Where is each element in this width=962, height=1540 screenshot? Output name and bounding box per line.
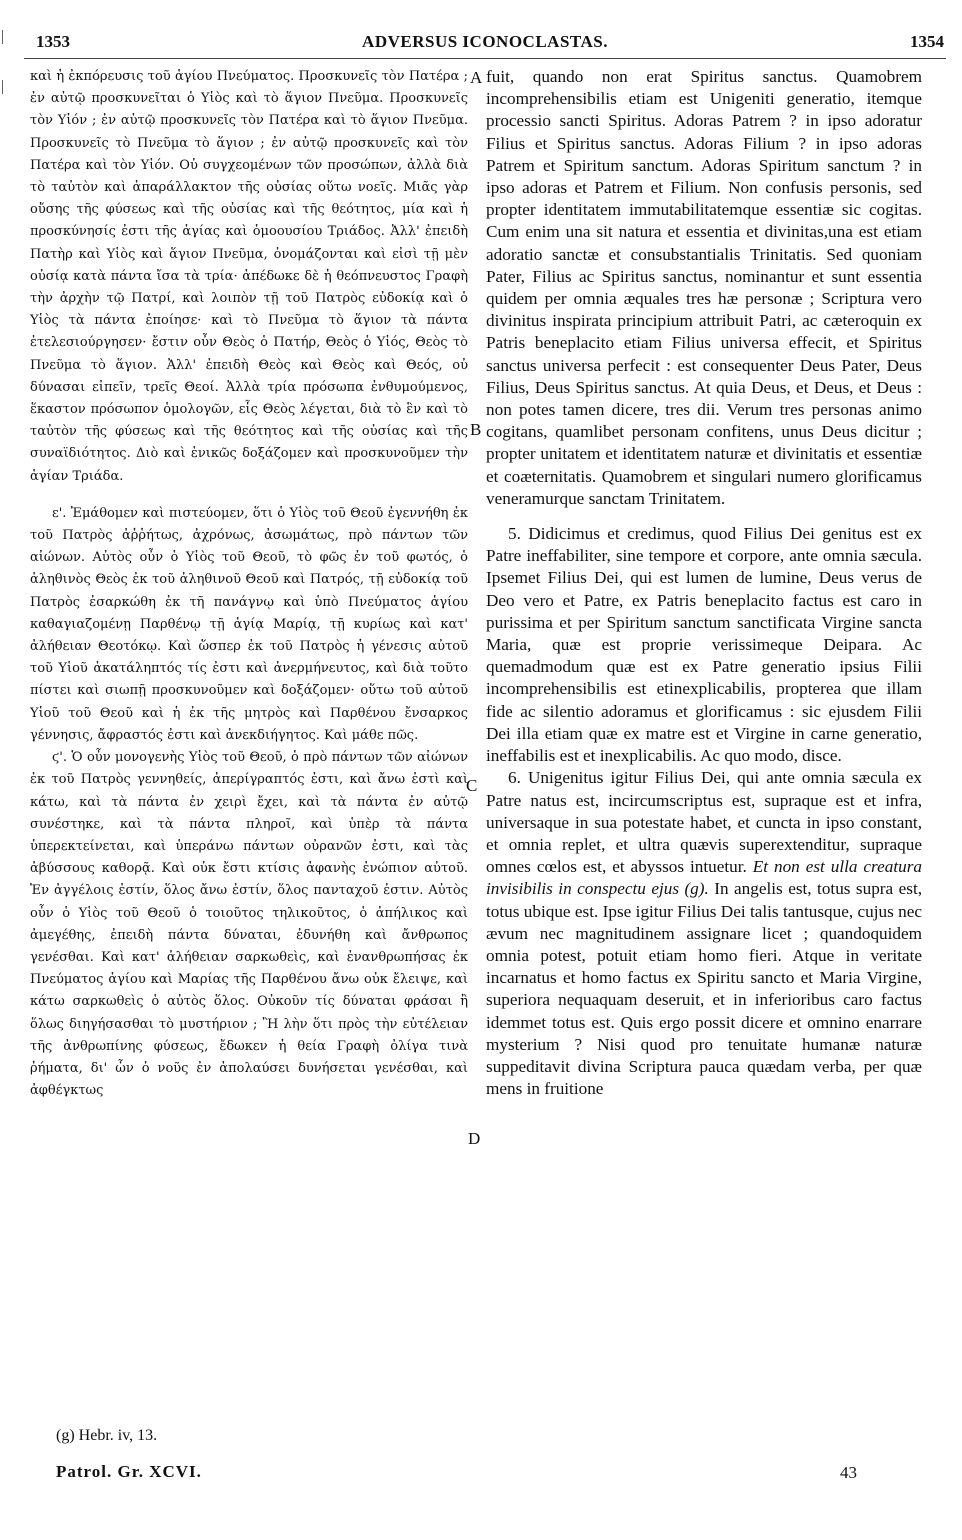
page-number-bottom: 43	[840, 1463, 857, 1482]
latin-text: 6. Unigenitus igitur Filius Dei, qui ante omnia sæcula ex Patre natus est, incircumscriptus est, supraque est et infra, universaque in sua potestate habet, et cuncta in ipso constant, et omnia replet, et ultra quævis superextenditur, supraque omnes cœlos est, et abyssos intuetur.	[486, 768, 922, 877]
section-marker-d: D	[468, 1129, 481, 1148]
page-number-left: 1353	[36, 32, 70, 51]
greek-paragraph: καὶ ἡ ἐκπόρευσις τοῦ ἁγίου Πνεύματος. Προσκυνεῖς τὸν Πατέρα ; ἐν αὐτῷ προσκυνεῖται ὁ Υἱὸς καὶ τὸ ἅγιον Πνεῦμα. Προσκυνεῖς τὸν Υἱόν ; ἐν αὐτῷ προσκυνεῖς τὸν Πατέρα καὶ τὸ ἅγιον Πνεῦμα. Προσκυνεῖς τὸ Πνεῦμα τὸ ἅγιον ; ἐν αὐτῷ προσκυνεῖς καὶ τὸν Πατέρα καὶ τὸν Υἱόν. Οὐ συγχεομένων τῶν προσώπων, ἀλλὰ διὰ τὸ ταὐτὸν καὶ ἀπαράλλακτον τῆς οὐσίας οὕτω νοεῖς. Μιᾶς γὰρ οὔσης τῆς φύσεως καὶ τῆς οὐσίας καὶ τῆς θεότητος, μία καὶ ἡ προσκύνησίς ἐστι τῆς ἁγίας καὶ ὁμοουσίου Τριάδος. Ἀλλ' ἐπειδὴ Πατὴρ καὶ Υἱὸς καὶ ἅγιον Πνεῦμα, ὀνομάζονται καὶ εἰσὶ τῇ μὲν οὐσίᾳ κατὰ πάντα ἴσα τὰ τρία· ἀπέδωκε δὲ ἡ θεόπνευστος Γραφὴ τὴν ἀρχὴν τῷ Πατρί, καὶ λοιπὸν τῇ τοῦ Πατρὸς εὐδοκίᾳ καὶ ὁ Υἱὸς τὰ πάντα ἐποίησε· καὶ τὸ Πνεῦμα τὸ ἅγιον τὰ πάντα ἐτελεσιούργησεν· ἔστιν οὖν Θεὸς ὁ Πατήρ, Θεὸς ὁ Υἱός, Θεὸς τὸ Πνεῦμα τὸ ἅγιον. Ἀλλ' ἐπειδὴ Θεὸς καὶ Θεὸς καὶ Θεός, οὐ δύνασαι εἰπεῖν, τρεῖς Θεοί. Ἀλλὰ τρία πρόσωπα ἐνθυμούμενος, ἕκαστον πρόσωπον ὁμολογῶν, εἷς Θεὸς λέγεται, διὰ τὸ ἓν καὶ τὸ ταὐτὸν τῆς φύσεως καὶ τῆς θεότητος καὶ τῆς οὐσίας καὶ τῆς συναϊδιότητος. Διὸ καὶ ἑνικῶς δοξάζομεν καὶ προσκυνοῦμεν τὴν ἁγίαν Τριάδα.	[30, 69, 468, 484]
scan-edge-mark	[2, 80, 3, 94]
latin-paragraph: 5. Didicimus et credimus, quod Filius Dei genitus est ex Patre ineffabiliter, sine tempore et corpore, ante omnia sæcula. Ipsemet Filius Dei, qui est lumen de lumine, Deus verus de Deo vero et Patre, ex Patris beneplacito factus est caro in purissima et per Spiritum sanctum sanctificata Virgine sancta Maria, quæ est proprie verissimeque Deipara. Ac quemadmodum quæ est ex Patre generatio ipsius Filii incomprehensibilis est etinexplicabilis, propterea que illam fide ac silentio adoramus et glorificamus : sic ejusdem Filii Dei illa etiam quæ ex matre est et Virgine in carne generatio, ineffabilis est et inexplicabilis. Ac quo modo, disce.	[486, 524, 922, 766]
greek-paragraph: ε'. Ἐμάθομεν καὶ πιστεύομεν, ὅτι ὁ Υἱὸς τοῦ Θεοῦ ἐγεννήθη ἐκ τοῦ Πατρὸς ἀῤῥήτως, ἀχρόνως, ἀσωμάτως, πρὸ πάντων τῶν αἰώνων. Αὐτὸς οὖν ὁ Υἱὸς τοῦ Θεοῦ, τὸ φῶς ἐν τοῦ φωτός, ὁ ἀληθινὸς Θεὸς ἐκ τοῦ ἀληθινοῦ Θεοῦ καὶ Πατρός, τῇ εὐδοκίᾳ τοῦ Πατρὸς ἐσαρκώθη ἐκ τῆ πανάγνῳ καὶ ὑπὸ Πνεύματος ἁγίου καθαγιαζομένῃ Παρθένῳ τῇ ἁγίᾳ Μαρίᾳ, τῇ κυρίως καὶ κατ' ἀλήθειαν Θεοτόκῳ. Καὶ ὥσπερ ἐκ τοῦ Πατρὸς ἡ γένεσις αὐτοῦ τοῦ Υἱοῦ ἀκατάληπτός τίς ἐστι καὶ ἀνερμήνευτος, καὶ διὰ τοῦτο πίστει καὶ σιωπῇ προσκυνοῦμεν καὶ δοξάζομεν· οὕτω τοῦ αὐτοῦ Υἱοῦ τοῦ Θεοῦ καὶ ἡ ἐκ τῆς μητρὸς καὶ Παρθένου ἔνσαρκος γέννησις, ἄφραστός ἐστι καὶ ἀνεκδιήγητος. Καὶ μάθε πῶς.	[30, 505, 468, 743]
greek-column	[30, 66, 468, 1102]
scripture-quote: Et non est ulla creatura invisibilis in conspectu ejus (g).	[486, 857, 922, 899]
section-marker-c: C	[466, 776, 478, 795]
scan-edge-mark	[2, 30, 3, 44]
greek-paragraph: ϛ'. Ὁ οὖν μονογενὴς Υἱὸς τοῦ Θεοῦ, ὁ πρὸ πάντων τῶν αἰώνων ἐκ τοῦ Πατρὸς γεννηθείς, ἀπερίγραπτός ἐστι, καὶ ἄνω ἐστὶ καὶ κάτω, καὶ τὰ πάντα ἐν χειρὶ ἔχει, καὶ τὰ πάντα ἐν αὐτῷ συνέστηκε, καὶ τὰ πάντα πληροῖ, καὶ ὑπὲρ τὰ πάντα ὑπερεκτείνεται, καὶ ὑπεράνω πάντων οὐρανῶν ἐστι, καὶ τὰς ἀβύσσους καθορᾷ. Καὶ οὐκ ἔστι κτίσις ἀφανὴς ἐνώπιον αὐτοῦ. Ἐν ἀγγέλοις ἐστίν, ὅλος ἄνω ἐστίν, ὅλος πανταχοῦ ἐστιν. Αὐτὸς οὖν ὁ Υἱὸς τοῦ Θεοῦ ὁ τοιοῦτος τηλικοῦτος, ὁ ἀπήλικος καὶ ἀμεγέθης, ἐπειδὴ πάντα δύναται, ἐδυνήθη καὶ ἄνθρωπος γενέσθαι. Καὶ κατ' ἀλήθειαν σαρκωθεὶς, καὶ ἐνανθρωπήσας ἐκ Πνεύματος ἁγίου καὶ Μαρίας τῆς Παρθένου ἄνω οὐκ ἔλειψε, καὶ κάτω σαρκωθεὶς ὁ αὐτὸς ὅλος. Οὐκοῦν τίς δύναται φράσαι ἢ ὅλως διηγήσασθαι τὸ μυστήριον ; Ἢ λὴν ὅτι πρὸς τὴν εὐτέλειαν τῆς ἀνθρωπίνης φύσεως, ἔδωκεν ἡ θεία Γραφὴ ὀλίγα τινὰ ῥήματα, δι' ὧν ὁ νοῦς ἐν ἀπολαύσει δυνήσεται γενέσθαι, καὶ ἀφθέγκτως	[30, 750, 468, 1099]
latin-text: In angelis est, totus supra est, totus ubique est. Ipse igitur Filius Dei talis tantusque, cujus nec ævum nec magnitudinem assignare licet ; quandoquidem omnia potest, potuit etiam homo fieri. Atque in veritate incarnatus et homo factus ex Spiritu sancto et Maria Virgine, superiora nequaquam deseruit, et in inferioribus caro factus idemmet totus est. Quis ergo possit dicere et omnino enarrare mysterium ? Nisi quod pro tenuitate humanæ naturæ suppeditavit divina Scriptura pauca quædam verba, per quæ mens in fruitione	[486, 879, 923, 1099]
header-rule	[24, 58, 946, 59]
latin-paragraph	[486, 767, 922, 1100]
latin-paragraph: fuit, quando non erat Spiritus sanctus. Quamobrem incomprehensibilis etiam est Unigeniti generatio, itemque processio sancti Spiritus. Adoras Patrem ? in ipso adoratur Filius et Spiritus sanctus. Adoras Filium ? in ipso adoras Patrem et Spiritum sanctum. Adoras Spiritum sanctum ? in ipso adoras et Patrem et Filium. Non confusis personis, sed propter identitatem immutabilitatemque essentiæ sic cogitas. Cum enim una sit natura et essentia et divinitas,una est etiam adoratio sanctæ et consubstantialis Trinitatis. Sed quoniam Pater, Filius ac Spiritus sanctus, nominantur et sunt essentia quidem per omnia æquales tres hæ personæ ; Scriptura vero divinitus inspirata principium attribuit Patri, ac cæteroquin ex Patris beneplacito etiam Filius universa effecit, et Spiritus sanctus universa perfecit : est consequenter Deus Pater, Deus Filius, Deus Spiritus sanctus. At quia Deus, et Deus, et Deus : non potes tamen dicere, tres dii. Verum tres personas animo cogitans, quamlibet personam confitens, unus Deus dicitur ; propter unitatem et identitatem naturæ et divinitatis et essentiæ et coæternitatis. Quamobrem et singulari numero glorificamus veneramurque sanctam Trinitatem.	[486, 67, 922, 508]
source-line: Patrol. Gr. XCVI.	[56, 1462, 202, 1481]
footnote: (g) Hebr. iv, 13.	[56, 1427, 158, 1444]
section-marker-a: A	[470, 68, 483, 87]
page-header	[24, 30, 946, 58]
page-number-right: 1354	[910, 32, 944, 51]
section-marker-b: B	[470, 420, 482, 439]
running-title: ADVERSUS ICONOCLASTAS.	[362, 32, 608, 51]
latin-column	[486, 66, 922, 1100]
